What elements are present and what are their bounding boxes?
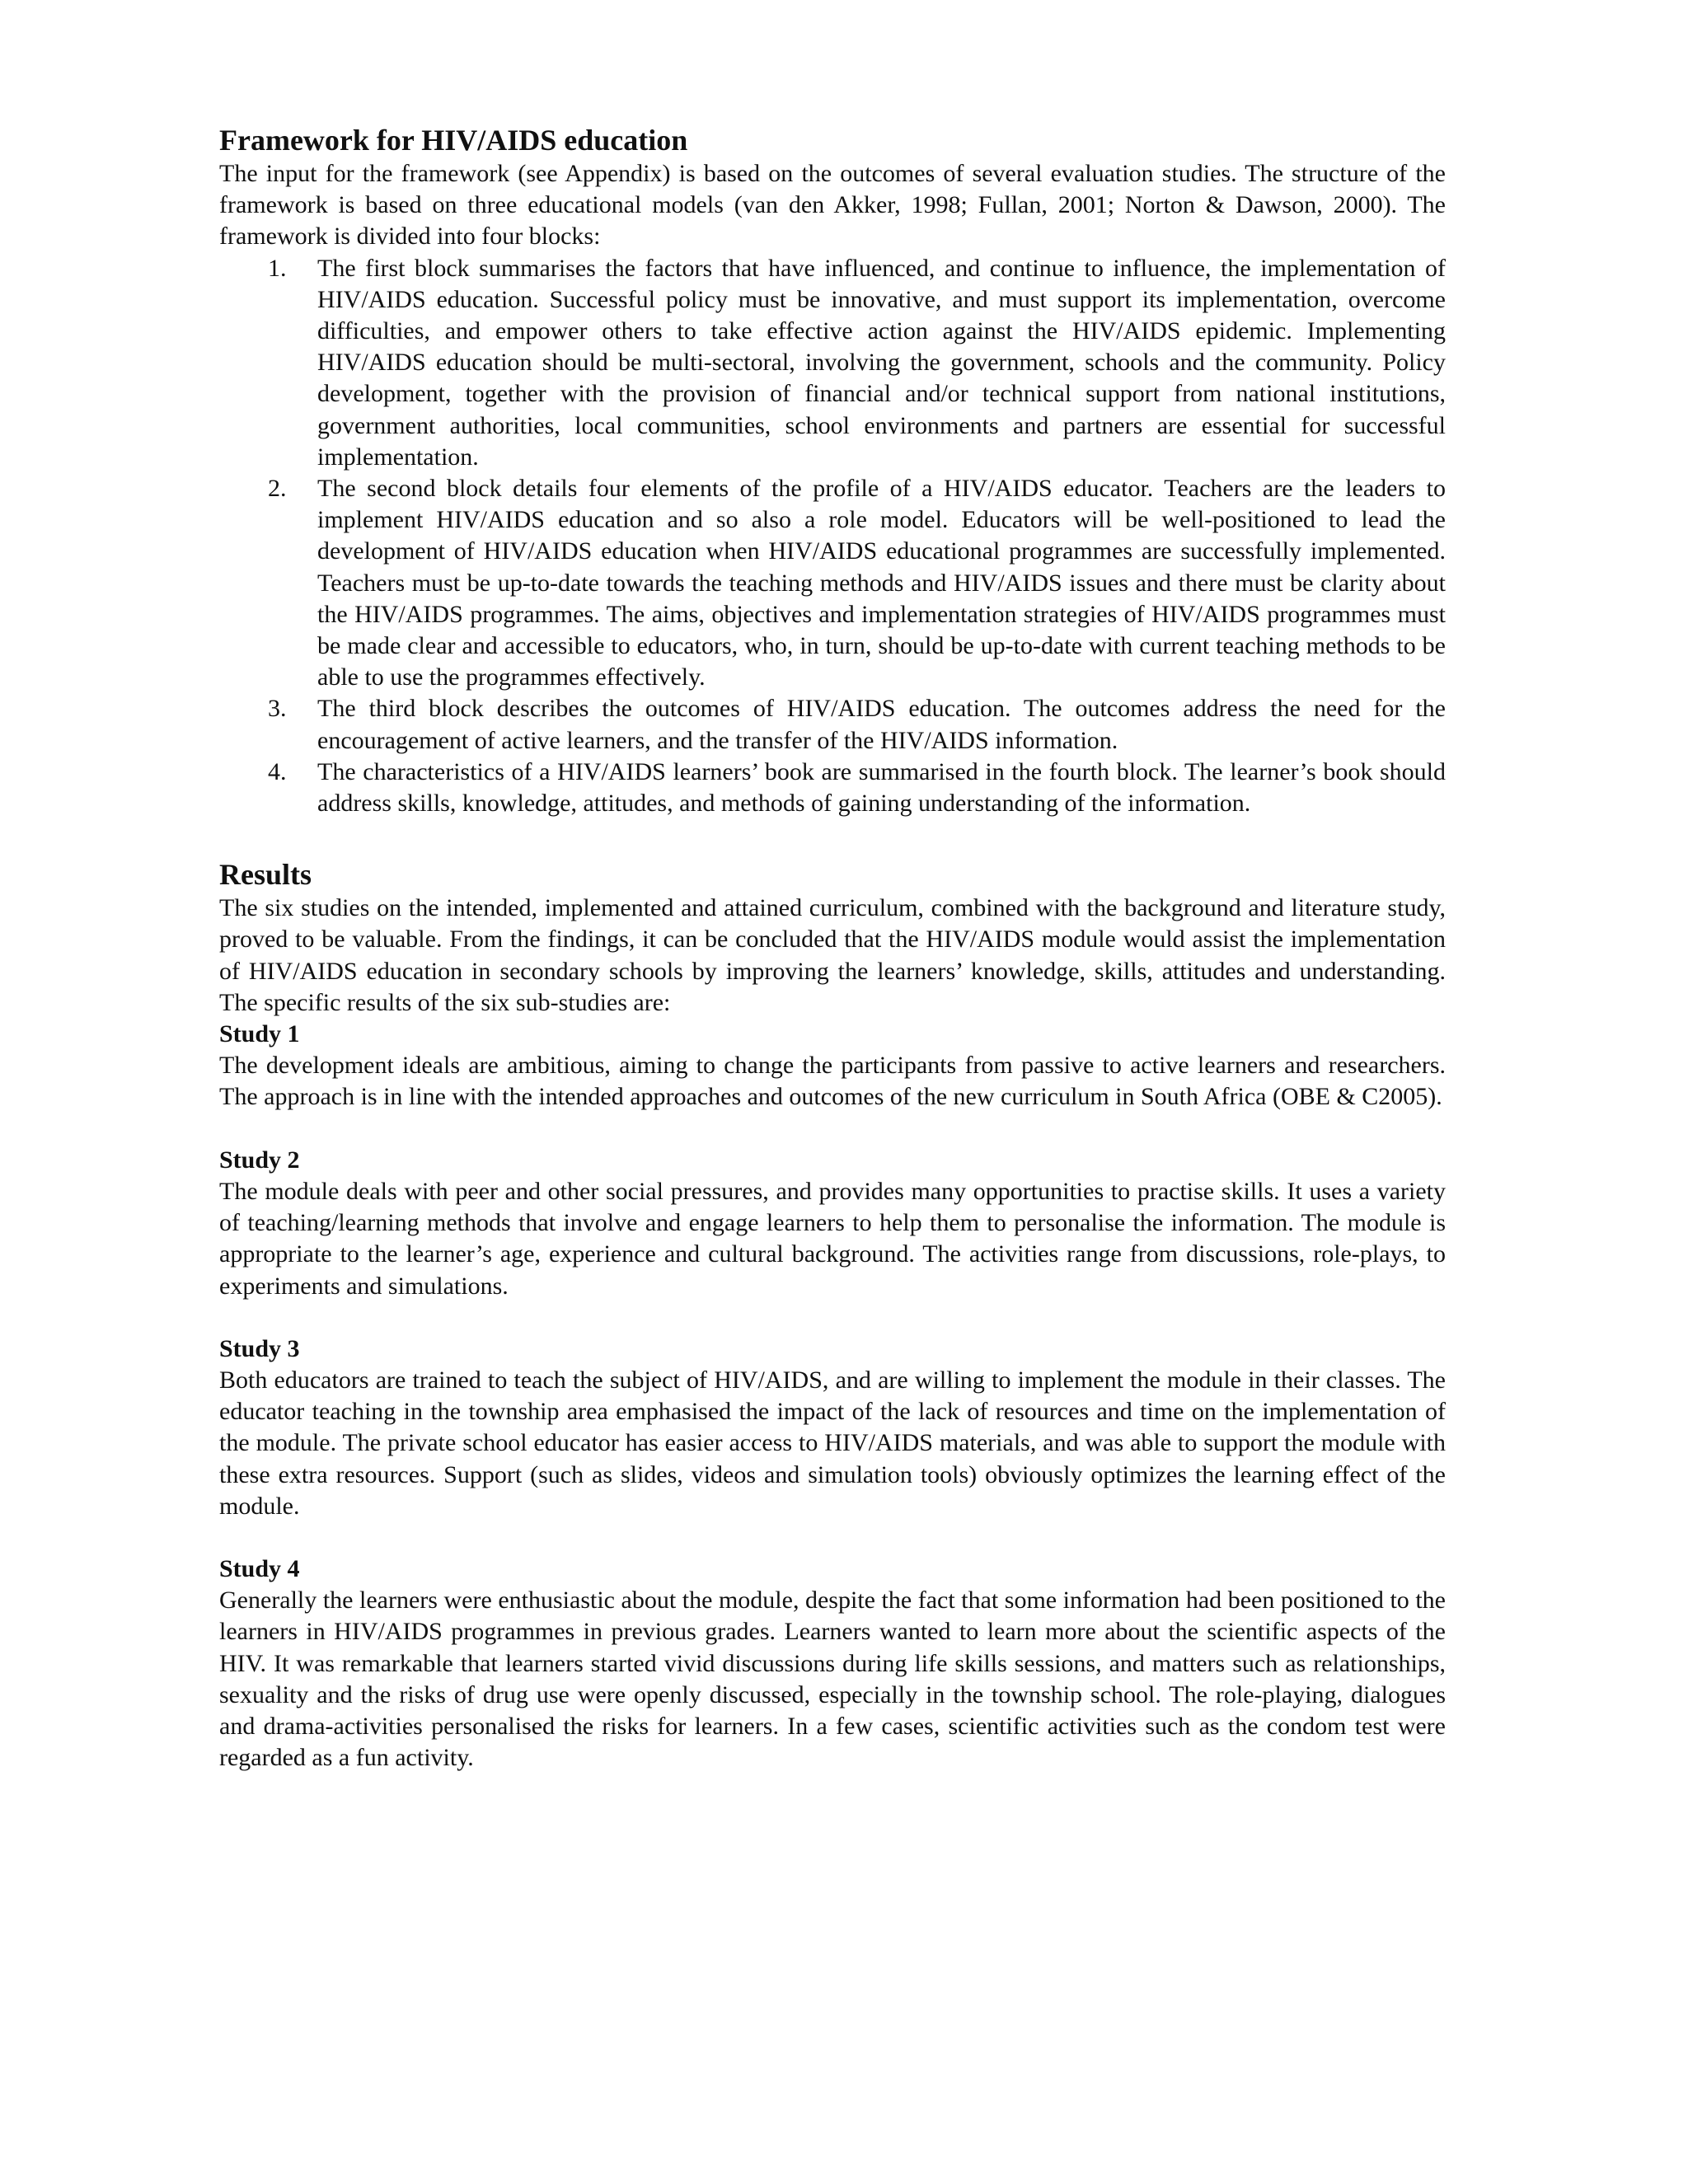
framework-blocks-list (219, 253, 1446, 820)
list-item-text: The second block details four elements of the profile of a HIV/AIDS educator. Teachers are the leaders to implement HIV/AIDS education and so also a role model. Educators will be well-positioned to lead the development of HIV/AIDS education when HIV/AIDS educational programmes are successfully implemented. Teachers must be up-to-date towards the teaching methods and HIV/AIDS issues and there must be clarity about the HIV/AIDS programmes. The aims, objectives and implementation strategies of HIV/AIDS programmes must be made clear and accessible to educators, who, in turn, should be up-to-date with current teaching methods to be able to use the programmes effectively. (317, 475, 1446, 691)
list-item-text: The third block describes the outcomes of HIV/AIDS education. The outcomes address the need for the encouragement of active learners, and the transfer of the HIV/AIDS information. (317, 695, 1446, 754)
framework-heading: Framework for HIV/AIDS education (219, 124, 688, 157)
list-item (268, 693, 1446, 756)
list-item-text: The first block summarises the factors that have influenced, and continue to influence, the implementation of HIV/AIDS education. Successful policy must be innovative, and must support its implementation, overcome difficulties, and empower others to take effective action against the HIV/AIDS epidemic. Implementing HIV/AIDS education should be multi-sectoral, involving the government, schools and the community. Policy development, together with the provision of financial and/or technical support from national institutions, government authorities, local communities, school environments and partners are essential for successful implementation. (317, 254, 1446, 471)
study-title: Study 3 (219, 1334, 300, 1362)
list-item-number: 2. (268, 475, 287, 503)
list-item-text: The characteristics of a HIV/AIDS learners’ book are summarised in the fourth block. The learner’s book should address skills, knowledge, attitudes, and methods of gaining understanding of the information. (317, 757, 1446, 818)
list-item (268, 253, 1446, 473)
study-title: Study 4 (219, 1554, 300, 1582)
list-item-number: 4. (268, 757, 287, 785)
document-page (219, 122, 1446, 1805)
study-section (219, 1019, 1446, 1113)
study-text: Generally the learners were enthusiastic about the module, despite the fact that some information had been positioned to the learners in HIV/AIDS programmes in previous grades. Learners wanted to learn more about the scientific aspects of the HIV. It was remarkable that learners started vivid discussions during life skills sessions, and matters such as relationships, sexuality and the risks of drug use were openly discussed, especially in the township school. The role-playing, dialogues and drama-activities personalised the risks for learners. In a few cases, scientific activities such as the condom test were regarded as a fun activity. (219, 1586, 1446, 1772)
study-text: The development ideals are ambitious, aiming to change the participants from passive to active learners and researchers. The approach is in line with the intended approaches and outcomes of the new curriculum in South Africa (OBE & C2005). (219, 1052, 1446, 1111)
study-text: The module deals with peer and other social pressures, and provides many opportunities to practise skills. It uses a variety of teaching/learning methods that involve and engage learners to help them to personalise the information. The module is appropriate to the learner’s age, experience and cultural background. The activities range from discussions, role-plays, to experiments and simulations. (219, 1177, 1446, 1300)
list-item (268, 473, 1446, 693)
list-item (268, 757, 1446, 819)
framework-intro-paragraph: The input for the framework (see Appendix) is based on the outcomes of several evaluation studies. The structure of the framework is based on three educational models (van den Akker, 1998; Fullan, 2001; Norton & Dawson, 2000). The framework is divided into four blocks: (219, 160, 1446, 251)
list-item-number: 1. (268, 254, 287, 282)
study-section (219, 1554, 1446, 1774)
results-intro-paragraph: The six studies on the intended, implemented and attained curriculum, combined with the background and literature study, proved to be valuable. From the findings, it can be concluded that the HIV/AIDS module would assist the implementation of HIV/AIDS education in secondary schools by improving the learners’ knowledge, skills, attitudes and understanding. The specific results of the six sub-studies are: (219, 894, 1446, 1016)
study-title: Study 2 (219, 1146, 300, 1174)
list-item-number: 3. (268, 695, 287, 723)
results-heading: Results (219, 858, 312, 892)
study-title: Study 1 (219, 1020, 300, 1048)
study-text: Both educators are trained to teach the subject of HIV/AIDS, and are willing to implement the module in their classes. The educator teaching in the township area emphasised the impact of the lack of resources and time on the implementation of the module. The private school educator has easier access to HIV/AIDS materials, and was able to support the module with these extra resources. Support (such as slides, videos and simulation tools) obviously optimizes the learning effect of the module. (219, 1366, 1446, 1520)
study-section (219, 1145, 1446, 1302)
study-section (219, 1333, 1446, 1522)
